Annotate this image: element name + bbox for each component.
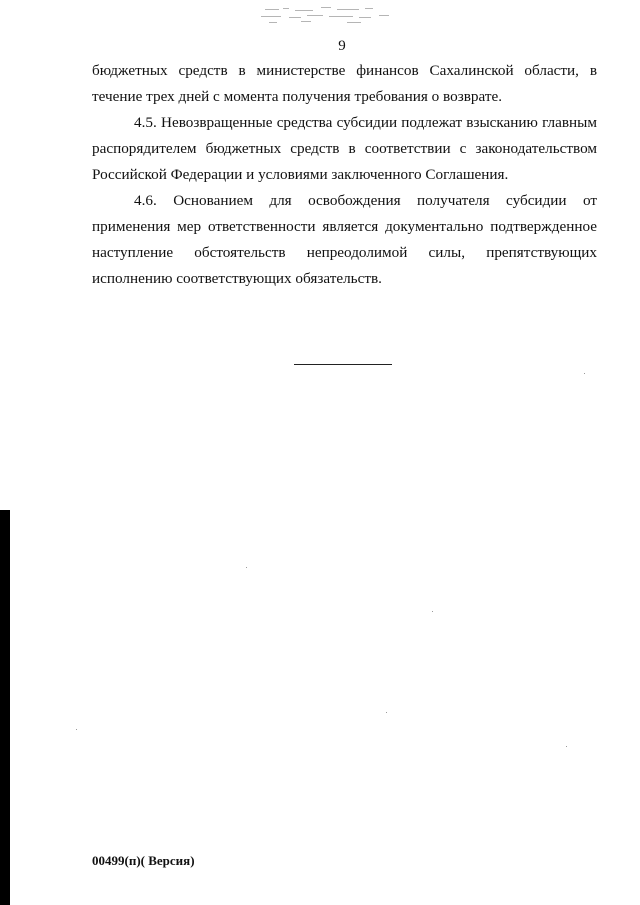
header-stamp-smudge (255, 4, 405, 26)
document-body (92, 58, 597, 292)
scan-speck (76, 729, 77, 730)
scan-speck (432, 611, 433, 612)
paragraph-4-6: 4.6. Основанием для освобождения получателя субсидии от применения мер ответственности является документально подтвержденное наступление обстоятельств непреодолимой силы, препятствующих исполнению соответствующих обязательств. (92, 192, 597, 287)
scan-edge-shadow (0, 510, 10, 905)
scan-speck (386, 712, 387, 713)
page-number: 9 (338, 38, 346, 54)
scan-speck (246, 567, 247, 568)
paragraph-continuation: бюджетных средств в министерстве финансов Сахалинской области, в течение трех дней с момента получения требования о возврате. (92, 62, 597, 105)
scan-speck (566, 746, 567, 747)
scan-speck (584, 373, 585, 374)
document-footer-code: 00499(п)( Версия) (92, 853, 195, 868)
section-end-divider (294, 364, 392, 365)
paragraph-4-5: 4.5. Невозвращенные средства субсидии подлежат взысканию главным распорядителем бюджетных средств в соответствии с законодательством Российской Федерации и условиями заключенного Соглашения. (92, 114, 597, 183)
